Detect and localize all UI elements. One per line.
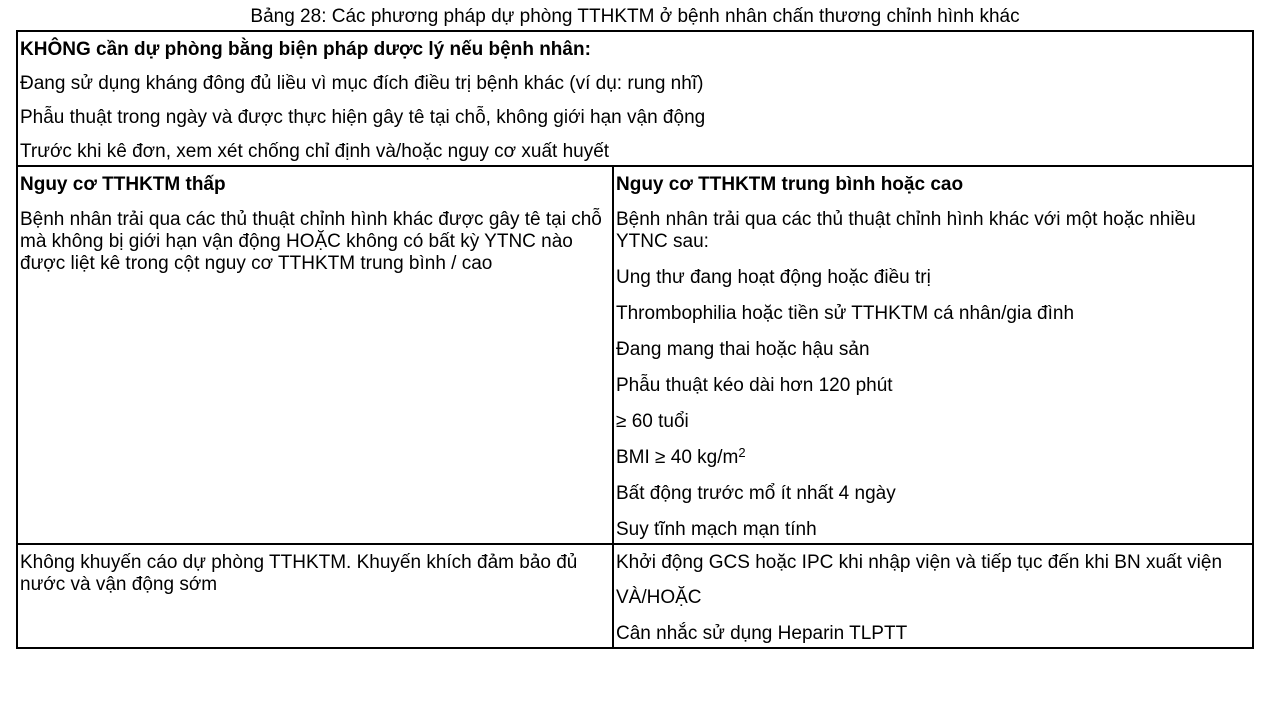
risk-factor-bmi: [616, 439, 1252, 475]
risk-factor-item: Thrombophilia hoặc tiền sử TTHKTM cá nhân/gia đình: [616, 303, 1075, 324]
no-prophylaxis-cell: [17, 31, 1253, 166]
bmi-text: BMI ≥ 40 kg/m: [616, 447, 739, 468]
risk-row: [17, 166, 1253, 544]
low-risk-description: Bệnh nhân trải qua các thủ thuật chỉnh hình khác được gây tê tại chỗ mà không bị giới hạn vận động HOẶC không có bất kỳ YTNC nào được liệt kê trong cột nguy cơ TTHKTM trung bình / cao: [20, 209, 602, 274]
high-risk-recommendation-item: Cân nhắc sử dụng Heparin TLPTT: [616, 623, 908, 644]
risk-factor-item: Đang mang thai hoặc hậu sản: [616, 339, 870, 360]
low-risk-heading: Nguy cơ TTHKTM thấp: [20, 174, 226, 195]
high-risk-recommendation-item: VÀ/HOẶC: [616, 587, 702, 608]
low-risk-recommendation-cell: [17, 544, 613, 648]
no-prophylaxis-item: Trước khi kê đơn, xem xét chống chỉ định và/hoặc nguy cơ xuất huyết: [20, 141, 610, 162]
risk-factor-item: Suy tĩnh mạch mạn tính: [616, 519, 817, 540]
bmi-superscript: 2: [738, 445, 746, 460]
high-risk-recommendation-item: Khởi động GCS hoặc IPC khi nhập viện và tiếp tục đến khi BN xuất viện: [616, 552, 1223, 573]
risk-factor-item: Phẫu thuật kéo dài hơn 120 phút: [616, 375, 893, 396]
risk-factor-item: Bất động trước mổ ít nhất 4 ngày: [616, 483, 896, 504]
prophylaxis-table: [16, 30, 1254, 649]
no-prophylaxis-item: Phẫu thuật trong ngày và được thực hiện gây tê tại chỗ, không giới hạn vận động: [20, 107, 706, 128]
low-risk-recommendation: Không khuyến cáo dự phòng TTHKTM. Khuyến khích đảm bảo đủ nước và vận động sớm: [20, 552, 578, 595]
risk-factor-item: ≥ 60 tuổi: [616, 411, 689, 432]
no-prophylaxis-row: [17, 31, 1253, 166]
table-caption: Bảng 28: Các phương pháp dự phòng TTHKTM ở bệnh nhân chấn thương chỉnh hình khác: [250, 6, 1020, 27]
low-risk-cell: [17, 166, 613, 544]
high-risk-heading: Nguy cơ TTHKTM trung bình hoặc cao: [616, 174, 964, 195]
no-prophylaxis-item: Đang sử dụng kháng đông đủ liều vì mục đích điều trị bệnh khác (ví dụ: rung nhĩ): [20, 73, 704, 94]
high-risk-cell: [613, 166, 1253, 544]
high-risk-description: Bệnh nhân trải qua các thủ thuật chỉnh hình khác với một hoặc nhiều YTNC sau:: [616, 209, 1196, 252]
recommendation-row: [17, 544, 1253, 648]
risk-factor-item: Ung thư đang hoạt động hoặc điều trị: [616, 267, 931, 288]
high-risk-recommendation-cell: [613, 544, 1253, 648]
no-prophylaxis-heading: KHÔNG cần dự phòng bằng biện pháp dược lý nếu bệnh nhân:: [20, 39, 591, 60]
